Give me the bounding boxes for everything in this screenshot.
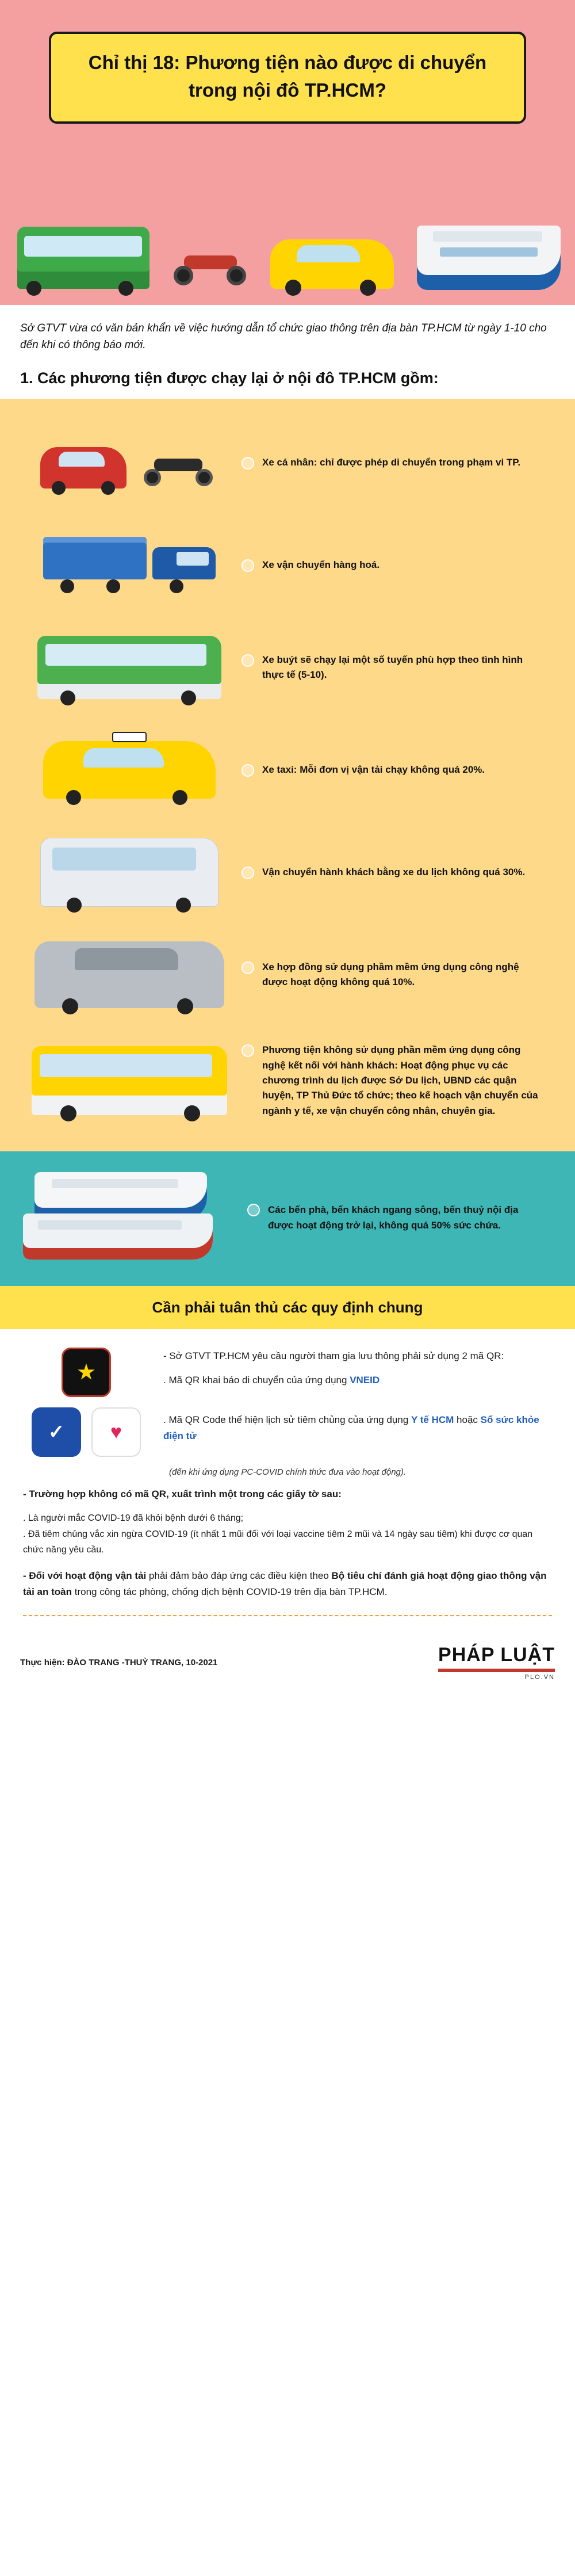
car-and-motorbike-icon	[17, 419, 241, 506]
taxi-icon	[17, 727, 241, 813]
qr-item-2	[163, 1412, 552, 1444]
vneid-badge: ✓	[32, 1407, 81, 1457]
header	[0, 0, 575, 305]
list-item	[0, 1026, 575, 1135]
qr-requirements-row	[23, 1348, 552, 1397]
list-item	[0, 719, 575, 821]
section-title: 1. Các phương tiện được chạy lại ở nội đô TP.HCM gồm:	[20, 369, 439, 387]
list-item	[0, 411, 575, 514]
list-item-text: Xe cá nhân: chỉ được phép di chuyển trong phạm vi TP.	[262, 457, 521, 468]
publisher-logo	[438, 1644, 555, 1681]
bullet-icon	[241, 867, 254, 879]
footer	[0, 1634, 575, 1696]
list-item-text: Xe taxi: Mỗi đơn vị vận tải chạy không quá 20%.	[262, 764, 485, 776]
ferry-boats-icon	[17, 1169, 247, 1266]
bullet-icon	[241, 654, 254, 667]
bullet-icon	[241, 457, 254, 470]
green-bus-icon	[17, 227, 150, 289]
page-title: Chỉ thị 18: Phương tiện nào được di chuyển trong nội đô TP.HCM?	[88, 52, 487, 101]
logo-bar	[438, 1669, 555, 1672]
passenger-van-icon	[17, 829, 241, 915]
list-item-text: Vận chuyển hành khách bằng xe du lịch không quá 30%.	[262, 867, 526, 878]
pc-covid-badge: ★	[62, 1348, 111, 1397]
ferry-section	[0, 1151, 575, 1286]
intro-block	[0, 305, 575, 360]
health-app-badges	[23, 1407, 150, 1457]
qr-item-1	[163, 1372, 552, 1388]
divider	[23, 1615, 552, 1616]
vneid-app-name: VNEID	[350, 1375, 380, 1386]
coach-bus-icon	[17, 1037, 241, 1124]
list-item-text: Xe buýt sẽ chạy lại một số tuyến phù hợp theo tình hình thực tế (5-10).	[262, 654, 523, 681]
qr-requirement-text: - Sở GTVT TP.HCM yêu cầu người tham gia lưu thông phải sử dụng 2 mã QR:	[163, 1350, 504, 1362]
header-vehicle-illustration	[0, 196, 575, 305]
bullet-icon	[241, 764, 254, 777]
yte-hcm-badge: ♥	[91, 1407, 141, 1457]
transport-criteria-name: Bộ tiêu chí đánh giá hoạt động giao thông vận tải an toàn	[23, 1570, 547, 1597]
ferry-text: Các bến phà, bến khách ngang sông, bến thuỷ nội địa được hoạt động trở lại, không quá 50% sức chứa.	[268, 1204, 519, 1231]
yellow-taxi-icon	[270, 239, 394, 289]
logo-subtext: PLO.VN	[524, 1674, 555, 1681]
section-heading	[0, 360, 575, 399]
yte-hcm-app-name: Y tế HCM	[411, 1414, 454, 1426]
vehicle-list-section	[0, 399, 575, 1151]
bullet-icon	[241, 961, 254, 974]
no-qr-case-item: . Là người mắc COVID-19 đã khỏi bệnh dưới 6 tháng;	[23, 1513, 244, 1524]
transport-activity-line	[23, 1568, 552, 1600]
list-item	[0, 923, 575, 1026]
qr-item-2-prefix: . Mã QR Code thể hiện lịch sử tiêm chủng của ứng dụng	[163, 1414, 411, 1426]
title-box	[49, 32, 526, 124]
list-item-text: Phương tiện không sử dụng phần mềm ứng dụng công nghệ kết nối với hành khách: Hoạt động phục vụ các chương trình du lịch được Sở Du lịch, UBND các quận huyện, TP Thủ Đức tổ chức; theo kế hoạch vận chuyển của ngành y tế, xe vận chuyển công nhân, chuyên gia.	[262, 1044, 538, 1116]
bullet-icon	[241, 1044, 254, 1057]
qr-item-1-text: . Mã QR khai báo di chuyển của ứng dụng	[163, 1375, 350, 1386]
suv-icon	[17, 932, 241, 1018]
qr-item-2-mid: hoặc	[454, 1414, 481, 1426]
credit-text: Thực hiện: ĐÀO TRANG -THUỲ TRANG, 10-2021	[20, 1657, 218, 1667]
list-item-text: Xe vận chuyển hàng hoá.	[262, 559, 380, 571]
bullet-icon	[241, 559, 254, 572]
rules-heading: Cần phải tuân thủ các quy định chung	[152, 1299, 423, 1316]
transport-line-prefix: - Đối với hoạt động vận tải	[23, 1570, 147, 1581]
list-item	[0, 616, 575, 719]
pc-covid-note: (đến khi ứng dụng PC-COVID chính thức đưa vào hoạt động).	[168, 1467, 407, 1478]
transport-line-suffix: trong công tác phòng, chống dịch bệnh COVID-19 trên địa bàn TP.HCM.	[72, 1586, 388, 1597]
list-item	[0, 821, 575, 923]
so-suc-khoe-app-name: Sổ sức khỏe điện tử	[163, 1414, 539, 1442]
qr-vaccine-row	[23, 1407, 552, 1457]
rules-heading-banner	[0, 1286, 575, 1329]
cargo-truck-icon	[17, 522, 241, 608]
app-badges	[23, 1348, 150, 1397]
rules-section	[0, 1329, 575, 1634]
list-item	[0, 514, 575, 616]
logo-wordmark: PHÁP LUẬT	[438, 1644, 555, 1666]
bullet-icon	[247, 1204, 260, 1216]
no-qr-case-title: - Trường hợp không có mã QR, xuất trình một trong các giấy tờ sau:	[23, 1489, 342, 1500]
list-item-text: Xe hợp đồng sử dụng phầm mềm ứng dụng công nghệ được hoạt động không quá 10%.	[262, 961, 519, 988]
motorbike-icon	[172, 247, 247, 285]
no-qr-case-item: . Đã tiêm chủng vắc xin ngừa COVID-19 (ít nhất 1 mũi đối với loại vaccine tiêm 2 mũi và 14 ngày sau tiêm) khi được cơ quan chức năng yêu cầu.	[23, 1529, 533, 1555]
transport-line-mid: phải đảm bảo đáp ứng các điều kiện theo	[146, 1570, 332, 1581]
city-bus-icon	[17, 624, 241, 711]
intro-paragraph: Sở GTVT vừa có văn bản khẩn về việc hướng dẫn tổ chức giao thông trên địa bàn TP.HCM từ ngày 1-10 cho đến khi có thông báo mới.	[20, 322, 547, 352]
ferry-icon	[417, 226, 561, 290]
